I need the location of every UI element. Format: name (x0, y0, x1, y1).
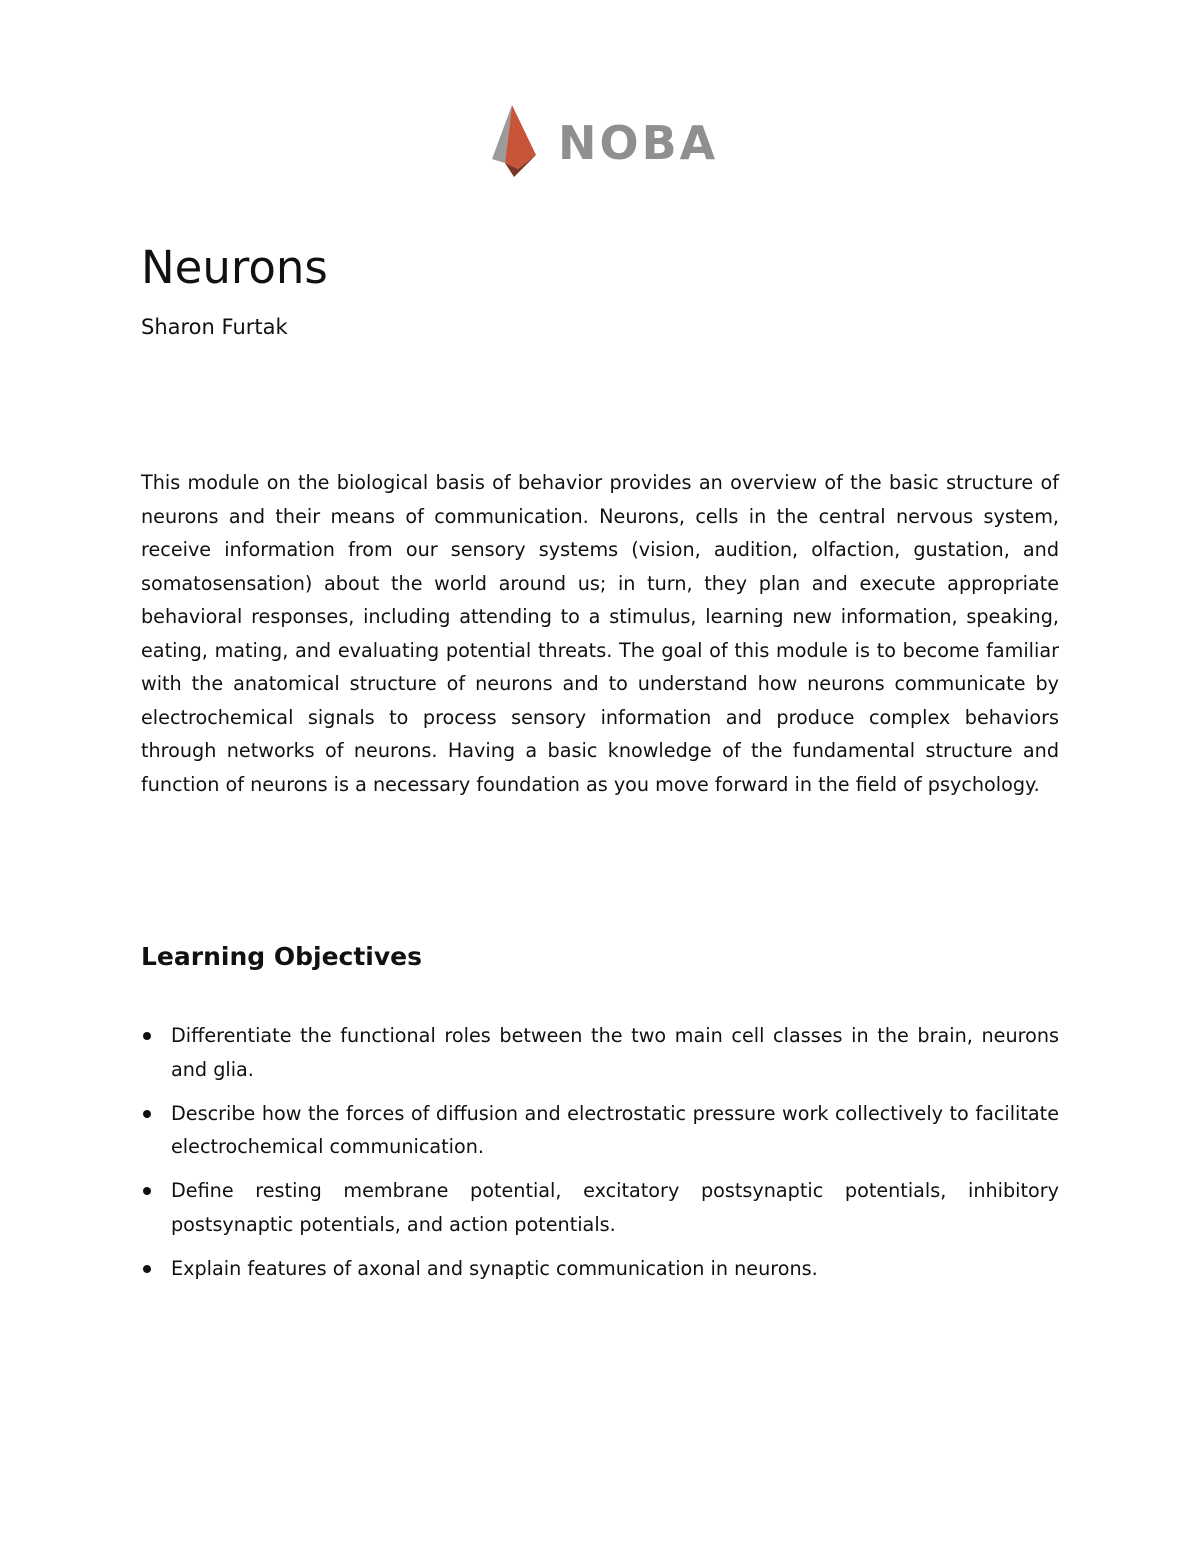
list-item (141, 1174, 1059, 1241)
bullet-icon (143, 1110, 151, 1118)
learning-objectives-heading: Learning Objectives (141, 942, 422, 971)
objective-text: Describe how the forces of diffusion and electrostatic pressure work collectively to facilitate electrochemical communication. (171, 1101, 1059, 1158)
bullet-icon (143, 1187, 151, 1195)
abstract-paragraph: This module on the biological basis of behavior provides an overview of the basic structure of neurons and their means of communication. Neurons, cells in the central nervous system, receive information from our sensory systems (vision, audition, olfaction, gustation, and somatosensation) about the world around us; in turn, they plan and execute appropriate behavioral responses, including attending to a stimulus, learning new information, speaking, eating, mating, and evaluating potential threats. The goal of this module is to become familiar with the anatomical structure of neurons and to understand how neurons communicate by electrochemical signals to process sensory information and produce complex behaviors through networks of neurons. Having a basic knowledge of the fundamental structure and function of neurons is a necessary foundation as you move forward in the field of psychology. (141, 471, 1059, 796)
list-item (141, 1019, 1059, 1086)
bullet-icon (143, 1032, 151, 1040)
bullet-icon (143, 1265, 151, 1273)
logo-wordmark: NOBA (558, 116, 719, 170)
document-title: Neurons (141, 241, 328, 294)
objective-text: Differentiate the functional roles between the two main cell classes in the brain, neurons and glia. (171, 1024, 1059, 1081)
author-name: Sharon Furtak (141, 315, 288, 339)
noba-logo (488, 104, 719, 178)
noba-flame-logo-icon (488, 105, 538, 177)
objective-text: Explain features of axonal and synaptic communication in neurons. (171, 1256, 818, 1280)
list-item (141, 1097, 1059, 1164)
objective-text: Define resting membrane potential, excitatory postsynaptic potentials, inhibitory postsynaptic potentials, and action potentials. (171, 1179, 1059, 1236)
list-item (141, 1252, 1059, 1286)
learning-objectives-list (141, 1019, 1059, 1296)
